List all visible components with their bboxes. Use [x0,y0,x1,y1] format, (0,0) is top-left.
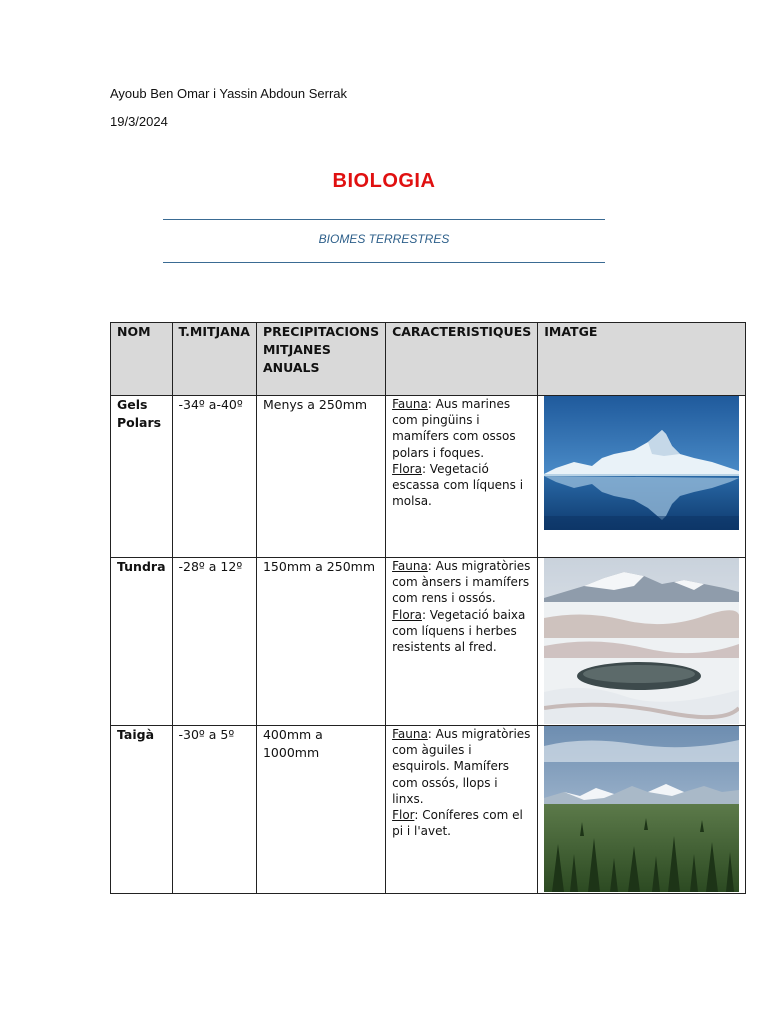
biome-precipitation: 400mm a 1000mm [256,726,385,894]
document-subtitle: BIOMES TERRESTRES [318,232,450,246]
fauna-label: Fauna [392,397,428,411]
table-row [111,396,746,558]
table-header-row [111,323,746,396]
fauna-text: : Aus marines com pingüins i mamífers com ossos polars i foques. [392,397,516,460]
biome-name: Tundra [111,558,173,726]
document-date: 19/3/2024 [110,114,168,129]
fauna-label: Fauna [392,727,428,741]
biome-temperature: -34º a-40º [172,396,256,558]
header-imatge: IMATGE [538,323,746,396]
flora-label: Flor [392,808,415,823]
biome-name: Gels Polars [111,396,173,558]
header-precipitacions: PRECIPITACIONS MITJANES ANUALS [256,323,385,396]
fauna-text: : Aus migratòries com ànsers i mamífers com rens i ossós. [392,559,531,606]
table-row [111,558,746,726]
header-nom: NOM [111,323,173,396]
biome-characteristics [386,396,538,558]
divider-top [163,219,605,220]
iceberg-photo [544,396,739,530]
divider-bottom [163,262,605,263]
flora-text: : Vegetació escassa com líquens i molsa. [392,461,524,509]
flora-text: : Vegetació baixa com líquens i herbes resistents al fred. [392,607,526,655]
biome-image-cell [538,558,746,726]
taiga-photo [544,726,739,892]
header-caracteristiques: CARACTERISTIQUES [386,323,538,396]
biome-precipitation: 150mm a 250mm [256,558,385,726]
table-row [111,726,746,894]
authors-line: Ayoub Ben Omar i Yassin Abdoun Serrak [110,86,348,101]
flora-label: Flora [392,461,422,476]
flora-label: Flora [392,607,422,622]
tundra-photo [544,558,739,724]
biome-temperature: -30º a 5º [172,726,256,894]
biomes-table [110,322,746,894]
biome-precipitation: Menys a 250mm [256,396,385,558]
biome-characteristics [386,558,538,726]
flora-text: : Coníferes com el pi i l'avet. [392,808,523,839]
biome-image-cell [538,726,746,894]
document-title: BIOLOGIA [332,170,436,192]
biome-temperature: -28º a 12º [172,558,256,726]
fauna-text: : Aus migratòries com àguiles i esquirols. Mamífers com ossós, llops i linxs. [392,727,531,806]
header-tmitjana: T.MITJANA [172,323,256,396]
biome-characteristics [386,726,538,894]
biome-name: Taigà [111,726,173,894]
fauna-label: Fauna [392,559,428,573]
biome-image-cell [538,396,746,558]
